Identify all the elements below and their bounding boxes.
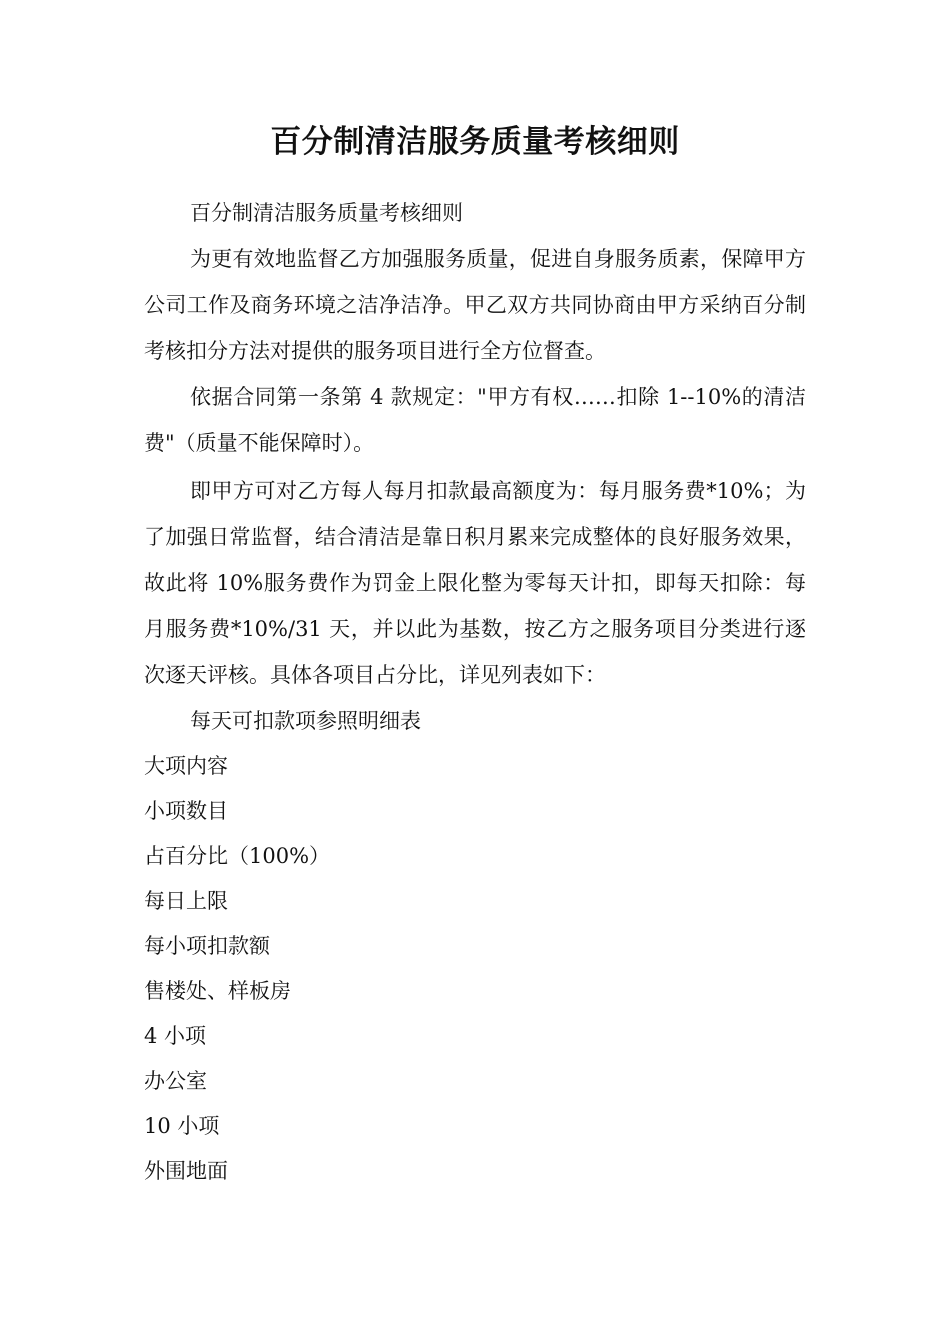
list-item: 4 小项 <box>144 1024 207 1048</box>
list-item: 办公室 <box>144 1069 207 1093</box>
document-title: 百分制清洁服务质量考核细则 <box>270 124 680 160</box>
list-item: 外围地面 <box>144 1159 228 1183</box>
list-item: 小项数目 <box>144 799 228 823</box>
intro-paragraph: 为更有效地监督乙方加强服务质量，促进自身服务质素，保障甲方公司工作及商务环境之洁净洁净。甲乙双方共同协商由甲方采纳百分制考核扣分方法对提供的服务项目进行全方位督查。 <box>144 247 806 363</box>
list-item: 占百分比（100%） <box>144 844 331 868</box>
deduction-paragraph: 即甲方可对乙方每人每月扣款最高额度为：每月服务费*10%；为了加强日常监督，结合清洁是靠日积月累来完成整体的良好服务效果，故此将 10%服务费作为罚金上限化整为零每天计扣，即每天扣除：每月服务费*10%/31 天，并以此为基数，按乙方之服务项目分类进行逐次逐天评核。具体各项目占分比，详见列表如下： <box>144 479 806 687</box>
subtitle-paragraph: 百分制清洁服务质量考核细则 <box>190 201 463 225</box>
list-item: 10 小项 <box>144 1114 220 1138</box>
list-item: 售楼处、样板房 <box>144 979 291 1003</box>
list-item: 每日上限 <box>144 889 228 913</box>
list-item: 大项内容 <box>144 754 228 778</box>
list-item: 每小项扣款额 <box>144 934 270 958</box>
contract-paragraph: 依据合同第一条第 4 款规定："甲方有权……扣除 1--10%的清洁费"（质量不能保障时）。 <box>144 385 806 455</box>
table-caption: 每天可扣款项参照明细表 <box>190 709 421 733</box>
